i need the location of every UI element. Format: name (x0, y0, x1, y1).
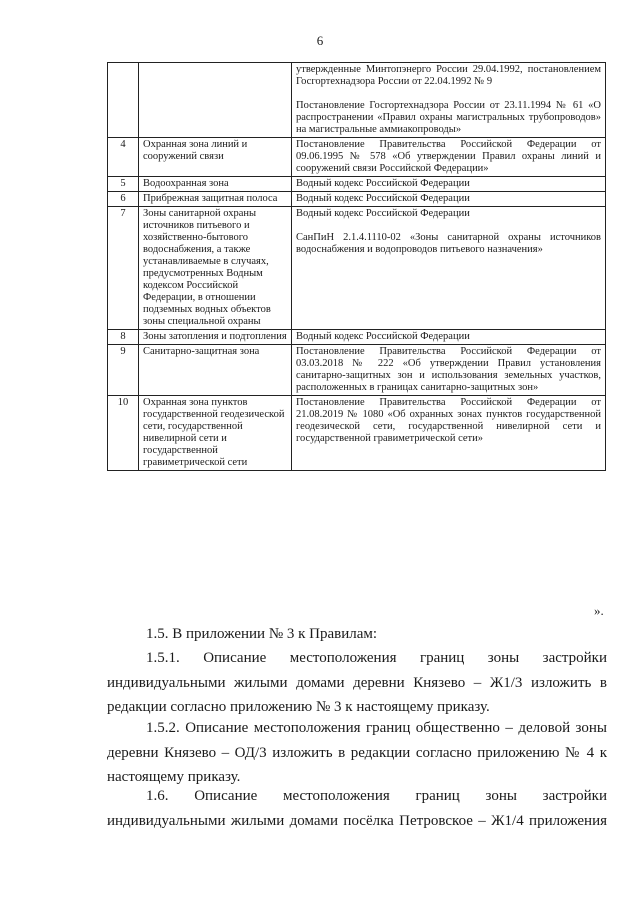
legal-document-text: Постановление Правительства Российской Федерации от 03.03.2018 № 222 «Об утверждении Правил установления санитарно-защитных зон и использования земельных участков, расположенных в границах санитарно-защитных зон» (296, 346, 601, 393)
zones-table (107, 62, 606, 471)
paragraph-1-6: 1.6. Описание местоположения границ зоны застройки индивидуальными жилыми домами посёлка Петровское – Ж1/4 приложения (107, 788, 607, 829)
legal-documents (292, 177, 606, 192)
table-row (108, 63, 606, 138)
row-number: 9 (108, 345, 139, 396)
legal-documents (292, 330, 606, 345)
zone-name: Водоохранная зона (139, 177, 292, 192)
legal-documents (292, 192, 606, 207)
legal-document-text: Постановление Правительства Российской Федерации от 21.08.2019 № 1080 «Об охранных зонах пунктов государственной геодезической сети, государственной нивелирной сети и государственной гравиметрической сети» (296, 397, 601, 444)
table-row (108, 177, 606, 192)
legal-document-text: СанПиН 2.1.4.1110-02 «Зоны санитарной охраны источников водоснабжения и водопроводов питьевого назначения» (296, 232, 601, 255)
row-number: 4 (108, 138, 139, 177)
table-row (108, 192, 606, 207)
zone-name (139, 63, 292, 138)
legal-documents (292, 396, 606, 471)
legal-document-text: Водный кодекс Российской Федерации (296, 208, 470, 219)
paragraph-1-5-1: 1.5.1. Описание местоположения границ зоны застройки индивидуальными жилыми домами деревни Князево – Ж1/3 изложить в редакции согласно приложению № 3 к настоящему приказу. (107, 650, 607, 715)
legal-document-text: Постановление Правительства Российской Федерации от 09.06.1995 № 578 «Об утверждении Правил охраны линий и сооружений связи Российской Федерации» (296, 139, 601, 174)
row-number: 8 (108, 330, 139, 345)
legal-documents (292, 138, 606, 177)
page-number: 6 (316, 33, 324, 48)
legal-documents (292, 345, 606, 396)
table-row (108, 138, 606, 177)
paragraph-1-5-2: 1.5.2. Описание местоположения границ общественно – деловой зоны деревни Князево – ОД/3 изложить в редакции согласно приложению № 4 к настоящему приказу. (107, 720, 607, 785)
table-row (108, 345, 606, 396)
row-number (108, 63, 139, 138)
zone-name: Прибрежная защитная полоса (139, 192, 292, 207)
table-row (108, 330, 606, 345)
legal-documents (292, 63, 606, 138)
closing-quote: ». (594, 603, 604, 618)
paragraph-1-5: 1.5. В приложении № 3 к Правилам: (146, 626, 378, 642)
zone-name: Охранная зона пунктов государственной геодезической сети, государственной нивелирной сети и государственной гравиметрической сети (139, 396, 292, 471)
legal-document-text: Водный кодекс Российской Федерации (296, 331, 470, 342)
zone-name: Зоны санитарной охраны источников питьевого и хозяйственно-бытового водоснабжения, а также устанавливаемые в случаях, предусмотренных Водным кодексом Российской Федерации, в отношении подземных водных объектов зоны специальной охраны (139, 207, 292, 330)
legal-document-text: Водный кодекс Российской Федерации (296, 193, 470, 204)
zone-name: Охранная зона линий и сооружений связи (139, 138, 292, 177)
zones-table-body (108, 63, 606, 471)
table-row (108, 396, 606, 471)
legal-documents (292, 207, 606, 330)
zone-name: Санитарно-защитная зона (139, 345, 292, 396)
row-number: 10 (108, 396, 139, 471)
row-number: 7 (108, 207, 139, 330)
table-row (108, 207, 606, 330)
row-number: 6 (108, 192, 139, 207)
row-number: 5 (108, 177, 139, 192)
legal-document-text: утвержденные Минтопэнерго России 29.04.1992, постановлением Госгортехнадзора России от 22.04.1992 № 9 (296, 64, 601, 87)
legal-document-text: Водный кодекс Российской Федерации (296, 178, 470, 189)
zone-name: Зоны затопления и подтопления (139, 330, 292, 345)
legal-document-text: Постановление Госгортехнадзора России от 23.11.1994 № 61 «О распространении «Правил охраны магистральных трубопроводов» на магистральные аммиакопроводы» (296, 100, 601, 135)
